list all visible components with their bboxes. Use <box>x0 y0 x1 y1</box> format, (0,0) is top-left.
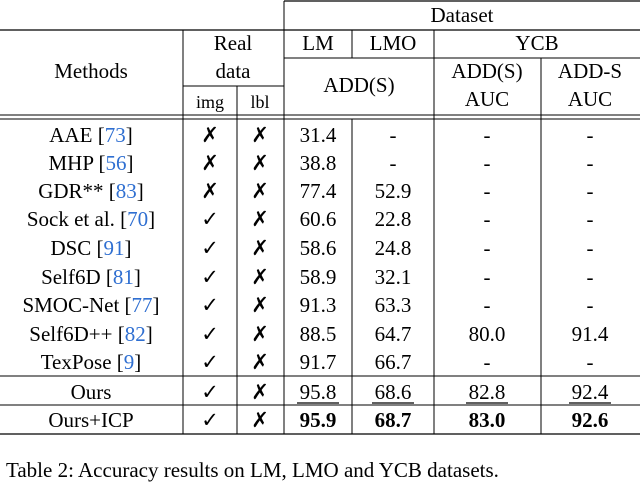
table-row <box>38 179 593 203</box>
cross-icon: ✗ <box>251 179 269 203</box>
value-cell-ycb2: 92.6 <box>571 408 609 432</box>
ref-bracket-close: ] <box>133 265 141 289</box>
ref-bracket-close: ] <box>125 123 133 147</box>
check-icon: ✓ <box>201 322 219 346</box>
value-cell-ycb2: 91.4 <box>571 322 609 346</box>
ref-bracket-open: [ <box>119 293 132 317</box>
check-icon: ✓ <box>201 207 219 231</box>
cross-icon: ✗ <box>251 236 269 260</box>
table-row <box>49 151 594 175</box>
value-cell-ycb1: - <box>483 151 491 175</box>
method-label: DSC <box>50 236 92 260</box>
header-ycb-addss-auc: AUC <box>567 87 613 111</box>
ref-bracket-close: ] <box>136 179 144 203</box>
value-cell-ycb1: - <box>483 123 491 147</box>
table-row <box>41 350 594 374</box>
cross-icon: ✗ <box>251 350 269 374</box>
method-name <box>29 322 152 346</box>
value-cell-lm: 95.9 <box>299 408 337 432</box>
header-ycb-adds-auc: AUC <box>464 87 510 111</box>
ref-bracket-open: [ <box>93 151 106 175</box>
ref-bracket-open: [ <box>111 350 124 374</box>
table-caption: Table 2: Accuracy results on LM, LMO and YCB datasets. <box>6 458 499 482</box>
value-cell-lmo: 22.8 <box>374 207 412 231</box>
table-row <box>48 408 608 432</box>
value-cell-ycb1: - <box>483 236 491 260</box>
method-name <box>41 265 141 289</box>
value-cell-ycb2: - <box>586 151 594 175</box>
header-data: data <box>215 59 251 83</box>
header-img: img <box>195 92 225 112</box>
ref-bracket-open: [ <box>92 123 105 147</box>
value-cell-lmo: 68.6 <box>374 380 412 404</box>
citation-link[interactable]: 81 <box>112 265 134 289</box>
value-cell-lm: 77.4 <box>299 179 337 203</box>
table-body <box>22 123 611 432</box>
value-cell-ycb2: - <box>586 179 594 203</box>
method-name <box>27 207 155 231</box>
cross-icon: ✗ <box>251 207 269 231</box>
method-label: Self6D++ <box>29 322 113 346</box>
ref-bracket-close: ] <box>145 322 153 346</box>
value-cell-ycb2: - <box>586 265 594 289</box>
ref-bracket-close: ] <box>134 350 142 374</box>
cross-icon: ✗ <box>251 265 269 289</box>
method-name <box>22 293 159 317</box>
method-name <box>38 179 144 203</box>
value-cell-lmo: 64.7 <box>374 322 412 346</box>
value-cell-ycb2: - <box>586 236 594 260</box>
ref-bracket-open: [ <box>112 322 125 346</box>
cross-icon: ✗ <box>201 179 219 203</box>
value-cell-lm: 58.6 <box>299 236 337 260</box>
cross-icon: ✗ <box>251 408 269 432</box>
value-cell-lmo: 66.7 <box>374 350 412 374</box>
header-dataset: Dataset <box>430 3 494 27</box>
cross-icon: ✗ <box>251 123 269 147</box>
table-row <box>49 123 593 147</box>
method-label: GDR** <box>38 179 104 203</box>
method-name <box>49 151 134 175</box>
value-cell-ycb1: - <box>483 207 491 231</box>
method-name <box>71 380 112 404</box>
value-cell-ycb2: - <box>586 293 594 317</box>
ref-bracket-close: ] <box>126 151 134 175</box>
ref-bracket-open: [ <box>91 236 104 260</box>
table-row <box>71 380 611 404</box>
check-icon: ✓ <box>201 380 219 404</box>
value-cell-lm: 91.7 <box>299 350 337 374</box>
value-cell-lmo: - <box>389 151 397 175</box>
cross-icon: ✗ <box>251 380 269 404</box>
value-cell-lmo: 68.7 <box>374 408 412 432</box>
table-row <box>41 265 593 289</box>
value-cell-ycb1: 80.0 <box>468 322 506 346</box>
header-lmo: LMO <box>369 31 417 55</box>
method-name <box>48 408 133 432</box>
citation-link[interactable]: 9 <box>123 350 135 374</box>
method-label: AAE <box>49 123 93 147</box>
check-icon: ✓ <box>201 350 219 374</box>
value-cell-ycb2: 92.4 <box>571 380 609 404</box>
citation-link[interactable]: 83 <box>115 179 137 203</box>
value-cell-lmo: 52.9 <box>374 179 412 203</box>
citation-link[interactable]: 56 <box>105 151 127 175</box>
value-cell-ycb1: 82.8 <box>468 380 506 404</box>
ref-bracket-open: [ <box>100 265 113 289</box>
method-label: MHP <box>48 151 94 175</box>
header-ycb: YCB <box>515 31 559 55</box>
ref-bracket-close: ] <box>124 236 132 260</box>
ref-bracket-open: [ <box>114 207 128 231</box>
value-cell-ycb1: - <box>483 265 491 289</box>
value-cell-lmo: 32.1 <box>374 265 412 289</box>
ref-bracket-close: ] <box>148 207 156 231</box>
method-name <box>41 350 142 374</box>
value-cell-ycb2: - <box>586 207 594 231</box>
header-ycb-adds: ADD(S) <box>451 59 523 83</box>
ref-bracket-close: ] <box>152 293 160 317</box>
method-label: SMOC-Net <box>22 293 120 317</box>
value-cell-lm: 38.8 <box>299 151 337 175</box>
header-adds: ADD(S) <box>323 73 395 97</box>
method-label: Ours <box>70 380 112 404</box>
citation-link[interactable]: 70 <box>127 207 149 231</box>
value-cell-lm: 31.4 <box>299 123 337 147</box>
value-cell-lm: 91.3 <box>299 293 337 317</box>
citation-link[interactable]: 77 <box>131 293 153 317</box>
value-cell-lmo: 24.8 <box>374 236 412 260</box>
check-icon: ✓ <box>201 408 219 432</box>
value-cell-lm: 60.6 <box>299 207 337 231</box>
cross-icon: ✗ <box>251 293 269 317</box>
header-real: Real <box>213 31 253 55</box>
value-cell-lm: 88.5 <box>299 322 337 346</box>
header-lbl: lbl <box>250 92 270 112</box>
value-cell-lm: 95.8 <box>299 380 337 404</box>
table-row <box>22 293 593 317</box>
value-cell-ycb1: - <box>483 350 491 374</box>
method-label: Ours+ICP <box>48 408 134 432</box>
value-cell-lmo: 63.3 <box>374 293 412 317</box>
table-row <box>27 207 594 231</box>
method-label: Sock et al. <box>26 207 115 231</box>
cross-icon: ✗ <box>251 322 269 346</box>
citation-link[interactable]: 82 <box>124 322 146 346</box>
ref-bracket-open: [ <box>103 179 116 203</box>
method-label: Self6D <box>41 265 101 289</box>
citation-link[interactable]: 73 <box>104 123 126 147</box>
value-cell-ycb2: - <box>586 123 594 147</box>
value-cell-ycb1: - <box>483 293 491 317</box>
value-cell-ycb1: - <box>483 179 491 203</box>
value-cell-ycb2: - <box>586 350 594 374</box>
cross-icon: ✗ <box>201 123 219 147</box>
check-icon: ✓ <box>201 265 219 289</box>
header-lm: LM <box>302 31 334 55</box>
table-row <box>50 236 593 260</box>
cross-icon: ✗ <box>251 151 269 175</box>
cross-icon: ✗ <box>201 151 219 175</box>
value-cell-lm: 58.9 <box>299 265 337 289</box>
citation-link[interactable]: 91 <box>103 236 125 260</box>
header-ycb-addss: ADD-S <box>557 59 623 83</box>
header-methods: Methods <box>54 59 128 83</box>
method-name <box>50 236 131 260</box>
method-label: TexPose <box>40 350 112 374</box>
value-cell-ycb1: 83.0 <box>468 408 506 432</box>
method-name <box>49 123 132 147</box>
check-icon: ✓ <box>201 293 219 317</box>
value-cell-lmo: - <box>389 123 397 147</box>
table-row <box>29 322 609 346</box>
check-icon: ✓ <box>201 236 219 260</box>
